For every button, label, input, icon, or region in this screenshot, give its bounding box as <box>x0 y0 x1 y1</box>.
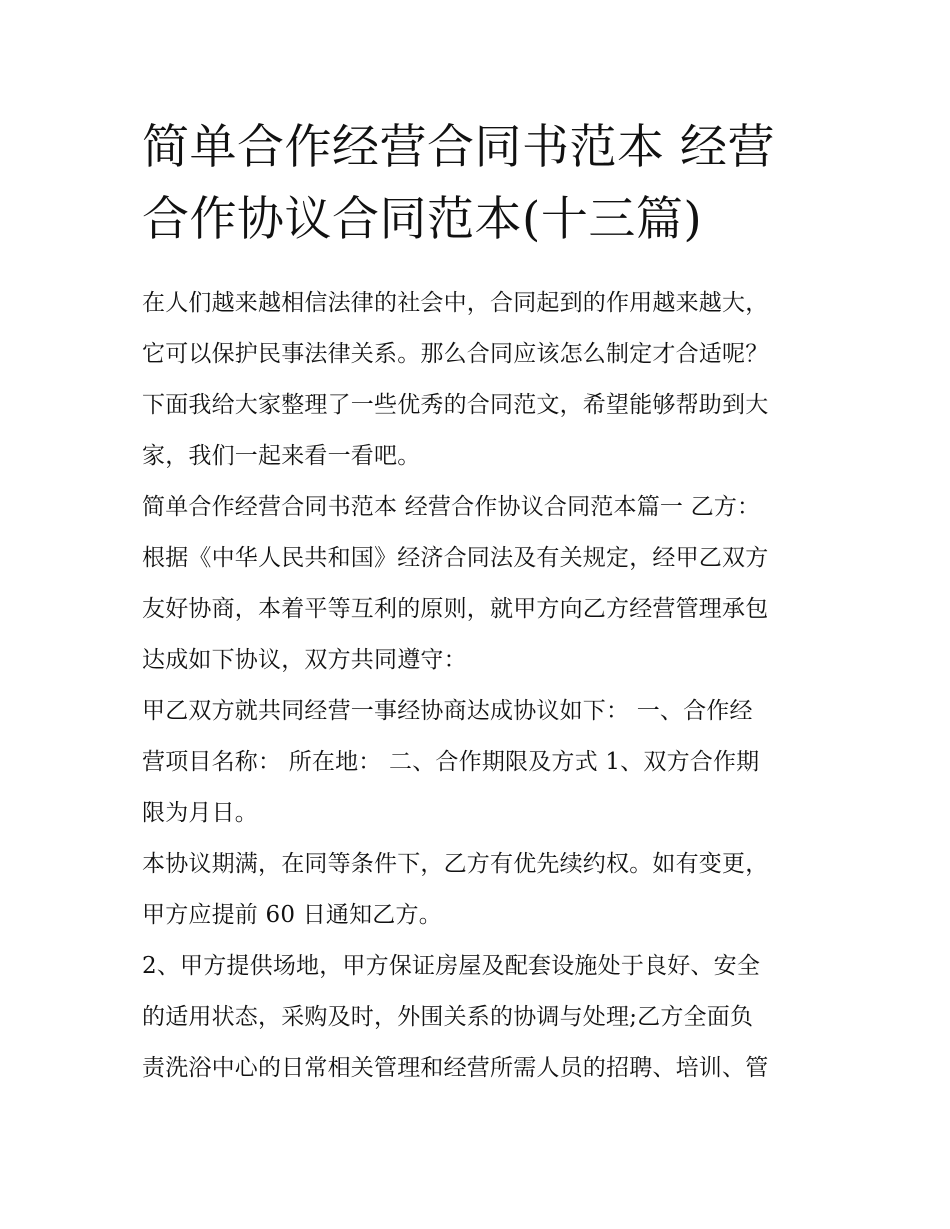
text-line: 简单合作经营合同书范本 经营合作协议合同范本篇一 乙方： <box>142 494 761 520</box>
text-line: 本协议期满，在同等条件下，乙方有优先续约权。如有变更， <box>142 851 769 877</box>
text-line: 家，我们一起来看一看吧。 <box>142 443 421 469</box>
text-line: 2、甲方提供场地，甲方保证房屋及配套设施处于良好、安全 <box>142 953 761 979</box>
text-line: 甲乙双方就共同经营一事经协商达成协议如下： 一、合作经 <box>142 698 753 724</box>
paragraph-renewal <box>142 839 822 941</box>
text-line: 友好协商，本着平等互利的原则，就甲方向乙方经营管理承包 <box>142 596 769 622</box>
text-line: 的适用状态，采购及时，外围关系的协调与处理;乙方全面负 <box>142 1004 754 1030</box>
paragraph-agreement <box>142 686 822 839</box>
text-line: 甲方应提前 60 日通知乙方。 <box>142 902 442 928</box>
document-title <box>142 112 822 256</box>
document-body <box>142 278 822 1094</box>
text-line: 它可以保护民事法律关系。那么合同应该怎么制定才合适呢？ <box>142 341 769 367</box>
paragraph-intro <box>142 278 822 482</box>
text-line: 下面我给大家整理了一些优秀的合同范文，希望能够帮助到大 <box>142 392 769 418</box>
text-line: 限为月日。 <box>142 800 258 826</box>
title-line: 简单合作经营合同书范本 经营 <box>142 120 775 175</box>
text-line: 营项目名称： 所在地： 二、合作期限及方式 1、双方合作期 <box>142 749 760 775</box>
title-line: 合作协议合同范本(十三篇) <box>142 192 703 247</box>
paragraph-section-one <box>142 482 822 686</box>
paragraph-clause-two <box>142 941 822 1094</box>
text-line: 责洗浴中心的日常相关管理和经营所需人员的招聘、培训、管 <box>142 1055 769 1081</box>
text-line: 达成如下协议，双方共同遵守： <box>142 647 467 673</box>
document-content <box>142 112 822 1094</box>
text-line: 在人们越来越相信法律的社会中，合同起到的作用越来越大， <box>142 290 769 316</box>
text-line: 根据《中华人民共和国》经济合同法及有关规定，经甲乙双方 <box>142 545 769 571</box>
